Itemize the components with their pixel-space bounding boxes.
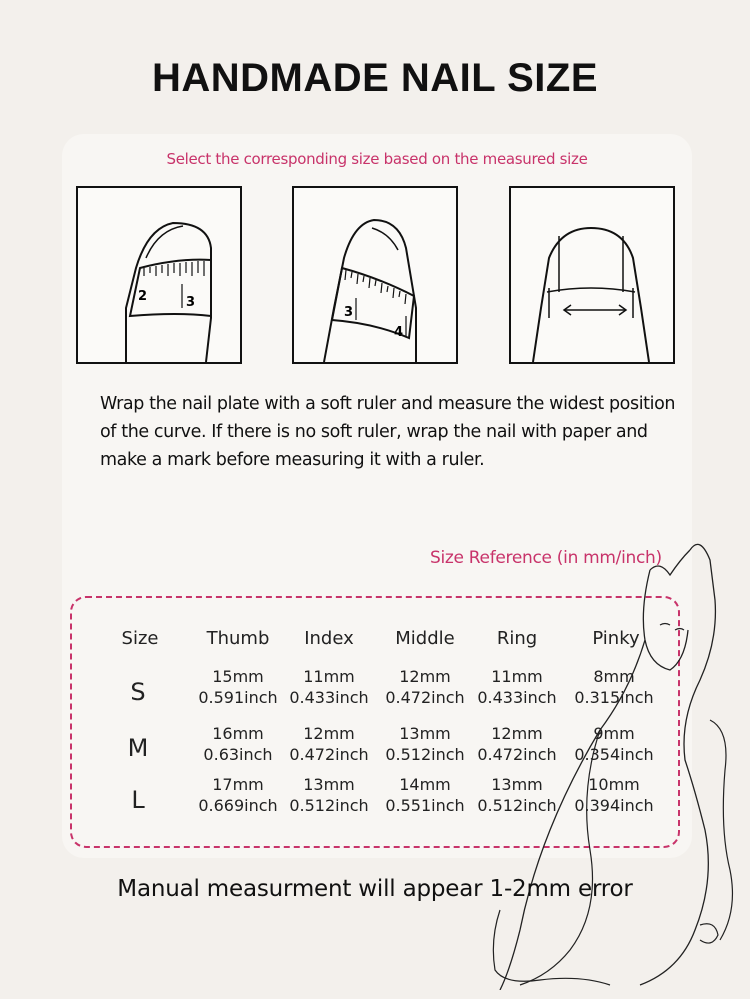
table-cell: 13mm 0.512inch	[385, 724, 465, 764]
size-label-s: S	[130, 678, 146, 706]
cat-line-art-icon	[480, 530, 740, 990]
page-title: HANDMADE NAIL SIZE	[151, 56, 599, 100]
nail-width-icon	[511, 188, 673, 362]
diagram-panel-thumb	[76, 186, 242, 364]
size-label-m: M	[127, 734, 149, 762]
table-cell: 13mm 0.512inch	[289, 775, 369, 815]
ruler-label: 2	[138, 289, 148, 304]
table-cell: 13mm 0.512inch	[477, 775, 557, 815]
table-cell: 14mm 0.551inch	[385, 775, 465, 815]
finger-tape-icon	[294, 188, 456, 362]
table-cell: 12mm 0.472inch	[385, 667, 465, 707]
table-cell: 12mm 0.472inch	[477, 724, 557, 764]
diagram-panel-width	[509, 186, 675, 364]
table-cell: 16mm 0.63inch	[203, 724, 273, 764]
col-header-thumb: Thumb	[206, 628, 270, 649]
table-cell: 17mm 0.669inch	[198, 775, 278, 815]
col-header-size: Size	[121, 628, 159, 649]
col-header-middle: Middle	[395, 628, 455, 649]
table-cell: 11mm 0.433inch	[289, 667, 369, 707]
table-cell: 12mm 0.472inch	[289, 724, 369, 764]
col-header-ring: Ring	[496, 628, 538, 649]
table-cell: 8mm 0.315inch	[574, 667, 654, 707]
col-header-pinky: Pinky	[592, 628, 640, 649]
diagram-panel-tilted	[292, 186, 458, 364]
size-label-l: L	[131, 786, 145, 814]
measurement-instructions: Wrap the nail plate with a soft ruler and measure the widest position of the curve. If there is no soft ruler, wrap the nail with paper and make a mark before measuring it with a ruler.	[100, 394, 676, 470]
ruler-label: 4	[394, 325, 404, 340]
table-cell: 11mm 0.433inch	[477, 667, 557, 707]
table-cell: 9mm 0.354inch	[574, 724, 654, 764]
size-reference-label: Size Reference (in mm/inch)	[430, 548, 662, 568]
measurement-error-note: Manual measurment will appear 1-2mm error	[117, 876, 633, 902]
subtitle: Select the corresponding size based on the measured size	[166, 150, 588, 168]
col-header-index: Index	[304, 628, 354, 649]
table-cell: 15mm 0.591inch	[198, 667, 278, 707]
table-cell: 10mm 0.394inch	[574, 775, 654, 815]
ruler-label: 3	[344, 305, 354, 320]
finger-tape-icon	[78, 188, 240, 362]
ruler-label: 3	[186, 295, 196, 310]
